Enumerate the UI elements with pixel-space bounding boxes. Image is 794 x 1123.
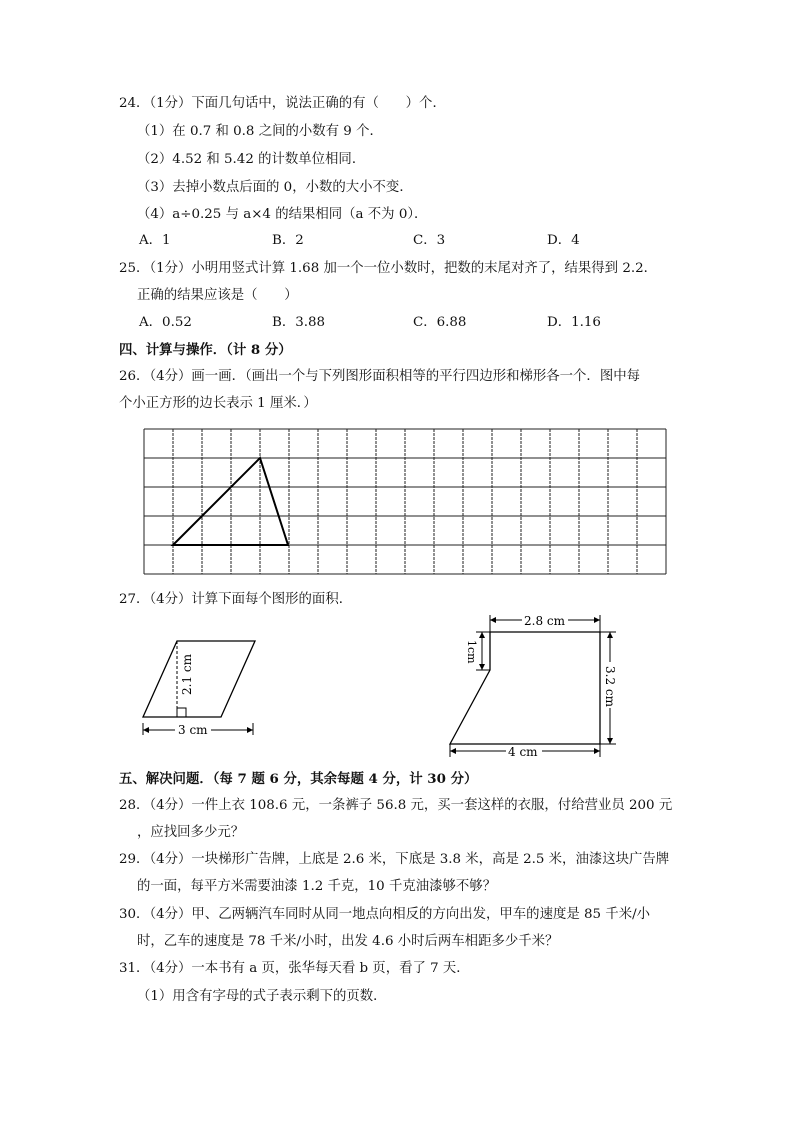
q26-grid-figure[interactable] <box>140 425 670 580</box>
section-4-title: 四、计算与操作．（计 8 分） <box>119 342 292 358</box>
parallelogram-figure <box>135 635 265 745</box>
q28-line1: 28．（4分）一件上衣 108.6 元，一条裤子 56.8 元，买一套这样的衣服，付给营业员 200 元 <box>119 798 673 813</box>
q24-option-b: B．2 <box>272 233 304 248</box>
q24-item-4: （4）a÷0.25 与 a×4 的结果相同（a 不为 0）． <box>137 207 428 222</box>
q25-option-b: B．3.88 <box>272 315 326 330</box>
q26-line2: 个小正方形的边长表示 1 厘米．） <box>119 396 317 411</box>
q29-line2: 的一面，每平方米需要油漆 1.2 千克，10 千克油漆够不够？ <box>137 879 497 894</box>
q29-line1: 29．（4分）一块梯形广告牌，上底是 2.6 米，下底是 3.8 米，高是 2.5 米，油漆这块广告牌 <box>119 852 670 867</box>
q30-line2: 时，乙车的速度是 78 千米/小时，出发 4.6 小时后两车相距多少千米？ <box>137 934 559 949</box>
q25-option-a: A．0.52 <box>139 315 192 330</box>
grid-lines <box>144 429 666 574</box>
q24-option-d: D．4 <box>547 233 580 248</box>
section-5-title: 五、解决问题．（每 7 题 6 分，其余每题 4 分，计 30 分） <box>119 771 478 787</box>
base-label: 3 cm <box>178 723 208 737</box>
q28-line2: ，应找回多少元？ <box>137 825 245 840</box>
q26-line1: 26．（4分）画一画．（画出一个与下列图形面积相等的平行四边形和梯形各一个．图中每 <box>119 369 640 384</box>
bottom-label: 4 cm <box>508 745 538 759</box>
q25-option-c: C．6.88 <box>413 315 467 330</box>
height-label: 2.1 cm <box>180 654 194 695</box>
q24-option-c: C．3 <box>413 233 446 248</box>
q24-item-3: （3）去掉小数点后面的 0，小数的大小不变． <box>137 180 413 195</box>
q25-stem-line1: 25．（1分）小明用竖式计算 1.68 加一个一位小数时，把数的末尾对齐了，结果得到 2.2． <box>119 261 658 276</box>
q24-item-1: （1）在 0.7 和 0.8 之间的小数有 9 个． <box>137 124 383 139</box>
q31-line1: 31．（4分）一本书有 a 页，张华每天看 b 页，看了 7 天． <box>119 961 470 976</box>
top-label: 2.8 cm <box>524 614 565 628</box>
trapezoid-figure <box>440 612 620 762</box>
q24-stem: 24．（1分）下面几句话中，说法正确的有（ ）个． <box>119 96 446 111</box>
q31-item-1: （1）用含有字母的式子表示剩下的页数． <box>137 989 387 1004</box>
q27-stem: 27．（4分）计算下面每个图形的面积． <box>119 592 353 607</box>
q25-stem-line2: 正确的结果应该是（ ） <box>137 288 298 303</box>
q30-line1: 30．（4分）甲、乙两辆汽车同时从同一地点向相反的方向出发，甲车的速度是 85 千米/小 <box>119 907 650 922</box>
q25-option-d: D．1.16 <box>547 315 601 330</box>
q24-option-a: A．1 <box>139 233 171 248</box>
left-label: 1cm <box>465 640 478 664</box>
q24-item-2: （2）4.52 和 5.42 的计数单位相同． <box>137 152 366 167</box>
right-label: 3.2 cm <box>603 666 617 707</box>
